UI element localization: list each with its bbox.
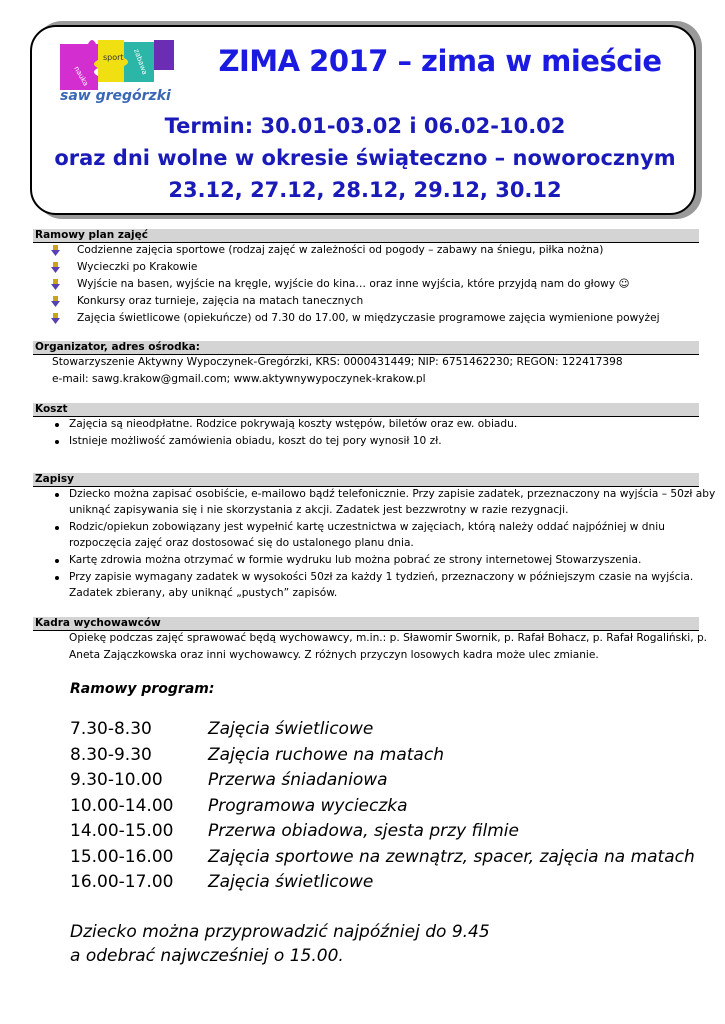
program-time: 14.00-15.00: [70, 821, 174, 841]
staff-line-2: Aneta Zajączkowska oraz inni wychowawcy. Z różnych przyczyn losowych kadra może ulec zmianie.: [69, 649, 599, 661]
section-plan-heading: Ramowy plan zajęć: [33, 229, 699, 242]
arrow-down-bullet-icon: [51, 296, 60, 307]
bullet-dot: [55, 493, 59, 497]
signup-line-1: Dziecko można zapisać osobiście, e-mailowo bądź telefonicznie. Przy zapisie zadatek, przeznaczony na wyjścia – 50zł aby: [69, 488, 716, 500]
program-activity: Zajęcia świetlicowe: [208, 719, 374, 739]
bullet-dot: [55, 440, 59, 444]
bullet-dot: [55, 576, 59, 580]
term-line-1: Termin: 30.01-03.02 i 06.02-10.02: [164, 114, 566, 138]
term-line-2: oraz dni wolne w okresie świąteczno – noworocznym: [54, 146, 676, 170]
cost-item-1: Zajęcia są nieodpłatne. Rodzice pokrywają koszty wstępów, biletów oraz ew. obiadu.: [69, 418, 518, 430]
plan-item: Zajęcia świetlicowe (opiekuńcze) od 7.30 do 17.00, w międzyczasie programowe zajęcia wymienione powyżej: [77, 312, 660, 324]
bullet-dot: [55, 559, 59, 563]
program-title: Ramowy program:: [70, 681, 215, 697]
plan-item: Codzienne zajęcia sportowe (rodzaj zajęć w zależności od pogody – zabawy na śniegu, piłka nożna): [77, 244, 604, 256]
program-activity: Programowa wycieczka: [208, 795, 408, 816]
organizer-line-2: e-mail: sawg.krakow@gmail.com; www.aktywnywypoczynek-krakow.pl: [52, 373, 426, 385]
page-title: ZIMA 2017 – zima w mieście: [218, 44, 662, 78]
program-time: 15.00-16.00: [70, 846, 174, 867]
logo-word-2: sport: [103, 53, 124, 62]
signup-line-2: uniknąć zapisywania się i nie skorzystania z akcji. Zadatek jest bezzwrotny w razie rezygnacji.: [69, 504, 569, 516]
arrow-down-bullet-icon: [51, 245, 60, 256]
program-activity: Zajęcia świetlicowe: [208, 872, 374, 892]
section-signup-heading: Zapisy: [33, 473, 699, 486]
bullet-dot: [55, 526, 59, 530]
section-organizer-heading: Organizator, adres ośrodka:: [33, 341, 699, 354]
program-time: 10.00-14.00: [70, 795, 174, 816]
signup-line-7: Zadatek zbierany, aby uniknąć „pustych” zapisów.: [69, 587, 338, 599]
logo-piece-purple: [154, 40, 174, 70]
logo-caption: saw gregórzki: [60, 88, 171, 104]
signup-line-4: rozpoczęcia zajęć oraz dostosować się do ustalonego planu dnia.: [69, 537, 414, 549]
signup-line-3: Rodzic/opiekun zobowiązany jest wypełnić kartę uczestnictwa w zajęciach, którą należy oddać najpóźniej w dniu: [69, 521, 665, 533]
logo-word-3: zabawa: [132, 47, 149, 76]
program-activity: Zajęcia ruchowe na matach: [208, 744, 444, 765]
section-cost-heading: Koszt: [33, 403, 699, 416]
plan-item: Wyjście na basen, wyjście na kręgle, wyjście do kina… oraz inne wyjścia, które przyjdą nam do głowy ☺: [77, 278, 630, 290]
signup-line-6: Przy zapisie wymagany zadatek w wysokości 50zł za każdy 1 tydzień, przeznaczony w późniejszym czasie na wyjścia.: [69, 571, 694, 583]
program-activity: Przerwa obiadowa, sjesta przy filmie: [208, 821, 519, 841]
bullet-dot: [55, 423, 59, 427]
program-time: 8.30-9.30: [70, 744, 152, 765]
plan-item: Konkursy oraz turnieje, zajęcia na matach tanecznych: [77, 295, 364, 307]
section-staff-heading: Kadra wychowawców: [33, 617, 699, 630]
program-footer-1: Dziecko można przyprowadzić najpóźniej do 9.45: [70, 922, 490, 942]
logo-word-1: nauka: [72, 65, 90, 88]
arrow-down-bullet-icon: [51, 313, 60, 324]
cost-item-2: Istnieje możliwość zamówienia obiadu, koszt do tej pory wynosił 10 zł.: [69, 435, 442, 447]
arrow-down-bullet-icon: [51, 279, 60, 290]
arrow-down-bullet-icon: [51, 262, 60, 273]
staff-line-1: Opiekę podczas zajęć sprawować będą wychowawcy, m.in.: p. Sławomir Swornik, p. Rafał Bohacz, p. Rafał Rogaliński, p.: [69, 632, 708, 644]
plan-item: Wycieczki po Krakowie: [77, 261, 198, 273]
program-time: 16.00-17.00: [70, 872, 174, 892]
term-block: [40, 110, 690, 206]
program-activity: Zajęcia sportowe na zewnątrz, spacer, zajęcia na matach: [208, 846, 695, 867]
program-time: 9.30-10.00: [70, 770, 163, 790]
program-time: 7.30-8.30: [70, 719, 152, 739]
signup-line-5: Kartę zdrowia można otrzymać w formie wydruku lub można pobrać ze strony internetowej Stowarzyszenia.: [69, 554, 642, 566]
program-footer-2: a odebrać najwcześniej o 15.00.: [70, 946, 344, 966]
program-activity: Przerwa śniadaniowa: [208, 770, 388, 790]
organizer-line-1: Stowarzyszenie Aktywny Wypoczynek-Gregórzki, KRS: 0000431449; NIP: 6751462230; REGON: 122417398: [52, 356, 623, 368]
term-line-3: 23.12, 27.12, 28.12, 29.12, 30.12: [168, 178, 562, 202]
